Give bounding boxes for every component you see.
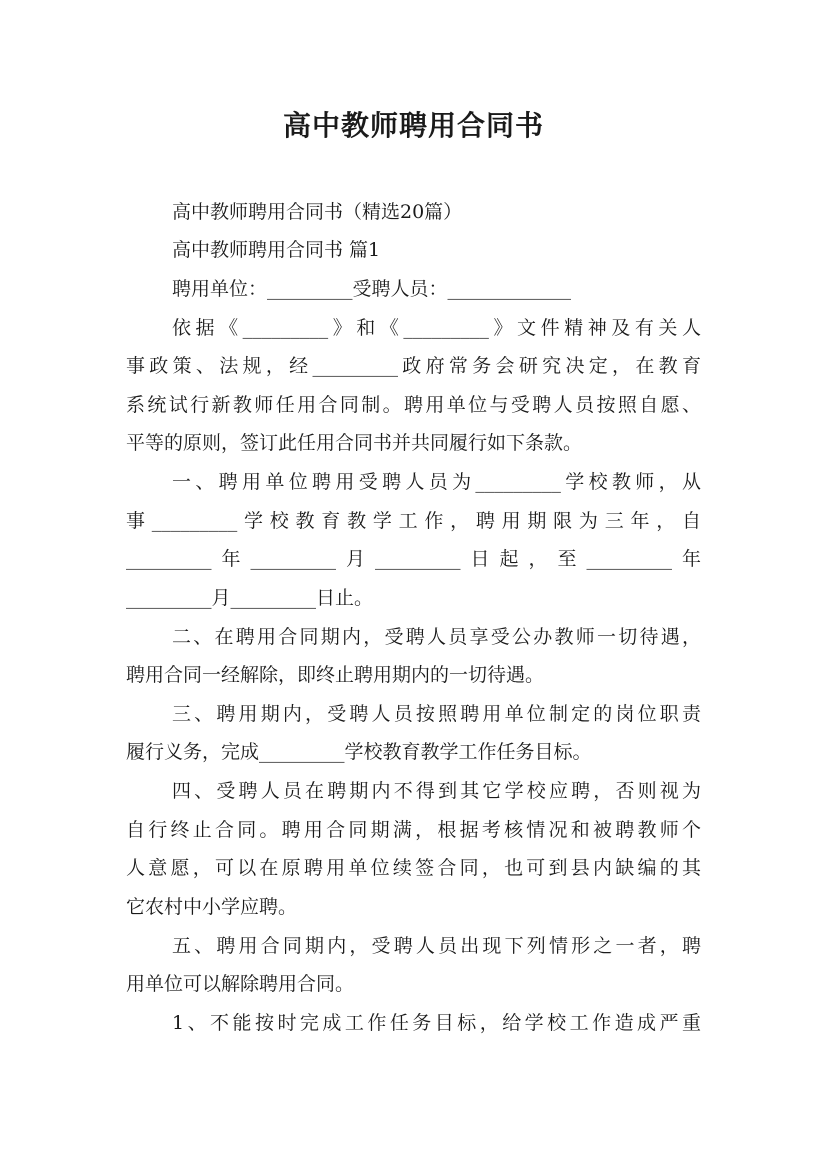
clause-line: 聘用合同一经解除，即终止聘用期内的一切待遇。 [126,664,545,686]
clause-line: 四、受聘人员在聘期内不得到其它学校应聘，否则视为 [172,780,701,802]
clause-line: 履行义务，完成_________学校教育教学工作任务目标。 [126,741,592,763]
paragraph-line: 依据《_________》和《_________》文件精神及有关人 [172,317,701,339]
paragraph-line: 平等的原则，签订此任用合同书并共同履行如下条款。 [126,432,583,454]
section-heading: 高中教师聘用合同书 篇1 [172,239,381,261]
clause-line: 1、不能按时完成工作任务目标，给学校工作造成严重 [172,1012,701,1034]
clause-line: 用单位可以解除聘用合同。 [126,973,355,995]
clause-line: 一、聘用单位聘用受聘人员为_________学校教师，从 [172,471,701,493]
clause-line: 人意愿，可以在原聘用单位续签合同，也可到县内缺编的其 [126,857,701,879]
clause-line: 二、在聘用合同期内，受聘人员享受公办教师一切待遇， [172,626,701,648]
clause-line: 三、聘用期内，受聘人员按照聘用单位制定的岗位职责 [172,703,701,725]
subtitle-line: 高中教师聘用合同书（精选20篇） [172,201,463,223]
clause-line: 五、聘用合同期内，受聘人员出现下列情形之一者，聘 [172,935,701,957]
parties-line: 聘用单位：_________受聘人员：_____________ [172,278,572,300]
clause-line: _________月_________日止。 [126,587,374,609]
clause-line: 自行终止合同。聘用合同期满，根据考核情况和被聘教师个 [126,819,701,841]
clause-line: 事_________学校教育教学工作，聘用期限为三年，自 [126,510,701,532]
clause-line: 它农村中小学应聘。 [126,896,298,918]
paragraph-line: 事政策、法规，经_________政府常务会研究决定，在教育 [126,355,701,377]
document-title: 高中教师聘用合同书 [282,109,544,142]
clause-line: _________年_________月_________日起，至_________年 [126,548,701,570]
paragraph-line: 系统试行新教师任用合同制。聘用单位与受聘人员按照自愿、 [126,394,701,416]
